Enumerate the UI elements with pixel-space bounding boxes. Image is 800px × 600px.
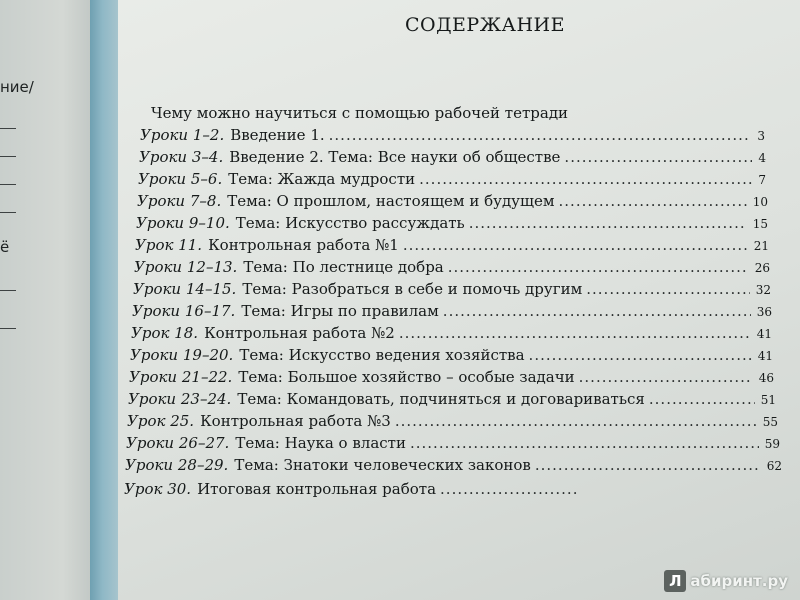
- leader-dots: [564, 148, 752, 166]
- toc-entry: [145, 104, 569, 124]
- toc-lesson: Уроки 16–17.: [132, 302, 236, 320]
- toc-topic: Тема: Жажда мудрости: [228, 170, 416, 188]
- toc-topic: Итоговая контрольная работа: [197, 480, 437, 498]
- toc-entry: [133, 280, 771, 300]
- toc-page-number: 26: [754, 261, 770, 275]
- toc-page-number: 62: [766, 459, 782, 473]
- toc-topic: Введение 1.: [230, 126, 325, 144]
- left-page-rule: [0, 184, 16, 185]
- toc-entry: [128, 390, 776, 410]
- toc-entry: [127, 412, 778, 432]
- toc-page-number: 51: [760, 393, 776, 407]
- toc-topic: Контрольная работа №1: [208, 236, 399, 254]
- watermark-text: абиринт.ру: [690, 572, 788, 590]
- toc-entry: [136, 214, 768, 234]
- leader-dots: [443, 302, 751, 320]
- toc-entry: [125, 456, 782, 476]
- toc-lesson: Уроки 26–27.: [126, 434, 230, 452]
- toc-page-number: 55: [762, 415, 778, 429]
- toc-lesson: Уроки 9–10.: [136, 214, 230, 232]
- leader-dots: [586, 280, 749, 298]
- leader-dots: [399, 324, 751, 342]
- toc-lesson: Урок 18.: [131, 324, 199, 342]
- leader-dots: [579, 368, 753, 386]
- left-page-rule: [0, 290, 16, 291]
- leader-dots: [469, 214, 747, 232]
- toc-lesson: Уроки 5–6.: [138, 170, 223, 188]
- toc-page-number: 59: [764, 437, 780, 451]
- toc-lesson: Уроки 7–8.: [137, 192, 222, 210]
- toc-lesson: Уроки 3–4.: [139, 148, 224, 166]
- toc-topic: Тема: О прошлом, настоящем и будущем: [227, 192, 555, 210]
- leader-dots: [535, 456, 761, 474]
- toc-lesson: Урок 25.: [127, 412, 195, 430]
- toc-entry: [135, 236, 769, 256]
- toc-page-number: 32: [755, 283, 771, 297]
- toc-lesson: Урок 30.: [124, 480, 192, 498]
- toc-lesson: Уроки 21–22.: [129, 368, 233, 386]
- leader-dots: [410, 434, 759, 452]
- toc-topic: Контрольная работа №2: [204, 324, 395, 342]
- toc-topic: Тема: По лестнице добра: [243, 258, 444, 276]
- contents-page: [118, 0, 800, 600]
- toc-topic: Тема: Большое хозяйство – особые задачи: [238, 368, 575, 386]
- toc-lesson: Уроки 14–15.: [133, 280, 237, 298]
- toc-page-number: 3: [757, 129, 765, 143]
- toc-topic: Тема: Игры по правилам: [241, 302, 439, 320]
- toc-page-number: 4: [758, 151, 766, 165]
- toc-topic: Введение 2. Тема: Все науки об обществе: [229, 148, 561, 166]
- leader-dots: [440, 480, 578, 498]
- toc-lesson: Уроки 28–29.: [125, 456, 229, 474]
- toc-page-number: 7: [758, 173, 766, 187]
- toc-page-number: 10: [752, 195, 768, 209]
- toc-page-number: 36: [756, 305, 772, 319]
- left-page-rule: [0, 128, 16, 129]
- toc-page-number: 21: [753, 239, 769, 253]
- book-spine-edge: [90, 0, 118, 600]
- toc-entry: [140, 126, 765, 146]
- toc-entry: [126, 434, 780, 454]
- toc-lesson: Уроки 19–20.: [130, 346, 234, 364]
- toc-entry: [130, 346, 773, 366]
- labirint-watermark: [664, 570, 788, 592]
- toc-topic: Тема: Командовать, подчиняться и договариваться: [237, 390, 645, 408]
- toc-entry: [129, 368, 774, 388]
- page-title: СОДЕРЖАНИЕ: [405, 14, 565, 36]
- toc-entry: [134, 258, 770, 278]
- leader-dots: [559, 192, 747, 210]
- leader-dots: [403, 236, 748, 254]
- toc-page-number: 41: [756, 327, 772, 341]
- toc-topic: Тема: Искусство рассуждать: [235, 214, 465, 232]
- toc-topic: Чему можно научиться с помощью рабочей тетради: [151, 104, 569, 122]
- left-page-rule: [0, 156, 16, 157]
- left-page: [0, 0, 90, 600]
- left-page-rule: [0, 328, 16, 329]
- toc-lesson: Уроки 1–2.: [140, 126, 225, 144]
- leader-dots: [649, 390, 755, 408]
- toc-entry: [131, 324, 772, 344]
- toc-topic: Контрольная работа №3: [200, 412, 391, 430]
- toc-topic: Тема: Искусство ведения хозяйства: [239, 346, 525, 364]
- left-page-fragment: ё: [0, 238, 10, 256]
- toc-lesson: Уроки 23–24.: [128, 390, 232, 408]
- toc-topic: Тема: Наука о власти: [235, 434, 406, 452]
- leader-dots: [448, 258, 749, 276]
- toc-page-number: 41: [757, 349, 773, 363]
- toc-entry: [132, 302, 772, 322]
- leader-dots: [419, 170, 752, 188]
- toc-lesson: Урок 11.: [135, 236, 203, 254]
- leader-dots: [395, 412, 757, 430]
- leader-dots: [529, 346, 752, 364]
- toc-topic: Тема: Разобраться в себе и помочь другим: [242, 280, 583, 298]
- toc-topic: Тема: Знатоки человеческих законов: [234, 456, 531, 474]
- toc-entry: [139, 148, 766, 168]
- toc-entry: [137, 192, 768, 212]
- toc-lesson: Уроки 12–13.: [134, 258, 238, 276]
- toc-page-number: 15: [752, 217, 768, 231]
- toc-entry: [124, 480, 584, 500]
- left-page-rule: [0, 212, 16, 213]
- leader-dots: [329, 126, 752, 144]
- left-page-fragment: ние/: [0, 78, 34, 96]
- labirint-logo-icon: Л: [664, 570, 686, 592]
- toc-entry: [138, 170, 766, 190]
- toc-page-number: 46: [758, 371, 774, 385]
